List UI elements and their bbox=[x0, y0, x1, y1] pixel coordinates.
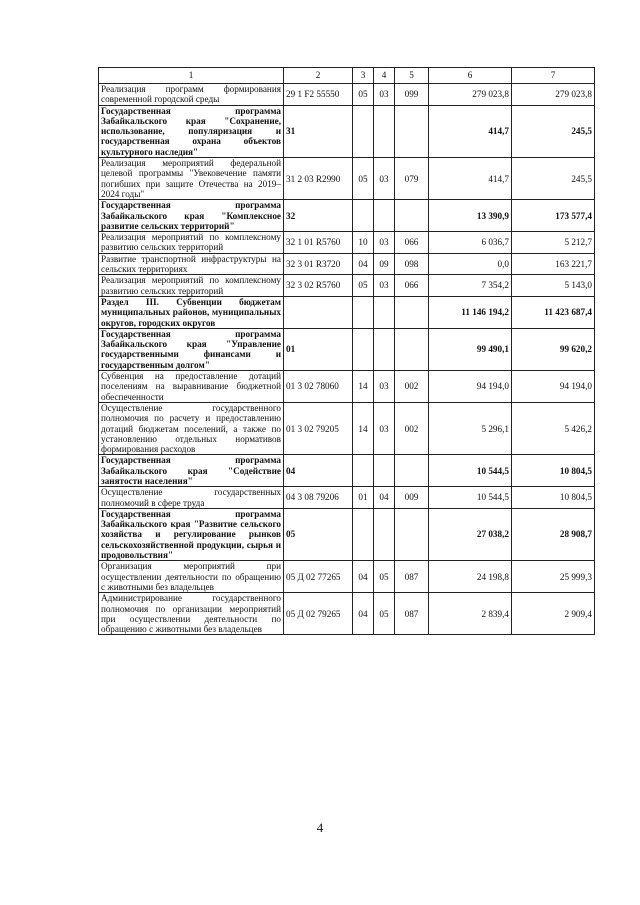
subsection-code-cell: 04 bbox=[374, 487, 395, 509]
section-code-cell: 04 bbox=[353, 561, 374, 593]
amount-col7-cell: 10 804,5 bbox=[512, 455, 595, 487]
column-header: 1 bbox=[99, 68, 284, 84]
target-code-cell: 01 3 02 79205 bbox=[284, 402, 353, 454]
section-code-cell: 01 bbox=[353, 487, 374, 509]
budget-table bbox=[98, 67, 595, 635]
target-code-cell bbox=[284, 296, 353, 328]
column-header: 6 bbox=[429, 68, 512, 84]
column-header: 2 bbox=[284, 68, 353, 84]
table-row bbox=[99, 105, 595, 157]
row-name-cell: Раздел III. Субвенции бюджетам муниципальных районов, муниципальных округов, городских округов bbox=[99, 296, 284, 328]
expense-type-cell: 009 bbox=[395, 487, 429, 509]
subsection-code-cell: 05 bbox=[374, 561, 395, 593]
subsection-code-cell bbox=[374, 455, 395, 487]
expense-type-cell bbox=[395, 296, 429, 328]
section-code-cell: 05 bbox=[353, 158, 374, 200]
amount-col7-cell: 5 212,7 bbox=[512, 232, 595, 254]
target-code-cell: 31 2 03 R2990 bbox=[284, 158, 353, 200]
amount-col6-cell: 99 490,1 bbox=[429, 328, 512, 370]
section-code-cell bbox=[353, 200, 374, 232]
amount-col6-cell: 6 036,7 bbox=[429, 232, 512, 254]
amount-col7-cell: 173 577,4 bbox=[512, 200, 595, 232]
subsection-code-cell bbox=[374, 508, 395, 560]
expense-type-cell bbox=[395, 200, 429, 232]
subsection-code-cell: 03 bbox=[374, 84, 395, 106]
column-header: 3 bbox=[353, 68, 374, 84]
row-name-cell: Государственная программа Забайкальского края "Управление государственными финансами и государственным долгом" bbox=[99, 328, 284, 370]
target-code-cell: 04 bbox=[284, 455, 353, 487]
section-code-cell bbox=[353, 328, 374, 370]
expense-type-cell: 098 bbox=[395, 253, 429, 275]
section-code-cell: 04 bbox=[353, 593, 374, 635]
column-header: 4 bbox=[374, 68, 395, 84]
row-name-cell: Реализация мероприятий федеральной целевой программы "Увековечение памяти погибших при защите Отечества на 2019–2024 годы" bbox=[99, 158, 284, 200]
target-code-cell: 05 Д 02 77265 bbox=[284, 561, 353, 593]
section-code-cell bbox=[353, 296, 374, 328]
amount-col7-cell: 25 999,3 bbox=[512, 561, 595, 593]
amount-col6-cell: 11 146 194,2 bbox=[429, 296, 512, 328]
section-code-cell: 10 bbox=[353, 232, 374, 254]
section-code-cell bbox=[353, 508, 374, 560]
row-name-cell: Реализация мероприятий по комплексному развитию сельских территорий bbox=[99, 275, 284, 297]
target-code-cell: 05 bbox=[284, 508, 353, 560]
row-name-cell: Государственная программа Забайкальского края "Сохранение, использование, популяризация и государственная охрана объектов культурного наследия" bbox=[99, 105, 284, 157]
expense-type-cell: 087 bbox=[395, 593, 429, 635]
section-code-cell: 14 bbox=[353, 371, 374, 403]
amount-col7-cell: 245,5 bbox=[512, 105, 595, 157]
page-number: 4 bbox=[316, 820, 324, 835]
target-code-cell: 29 1 F2 55550 bbox=[284, 84, 353, 106]
subsection-code-cell: 03 bbox=[374, 275, 395, 297]
amount-col6-cell: 13 390,9 bbox=[429, 200, 512, 232]
expense-type-cell: 099 bbox=[395, 84, 429, 106]
amount-col7-cell: 5 143,0 bbox=[512, 275, 595, 297]
expense-type-cell: 087 bbox=[395, 561, 429, 593]
amount-col7-cell: 94 194,0 bbox=[512, 371, 595, 403]
subsection-code-cell bbox=[374, 200, 395, 232]
subsection-code-cell bbox=[374, 328, 395, 370]
row-name-cell: Осуществление государственных полномочий в сфере труда bbox=[99, 487, 284, 509]
amount-col6-cell: 24 198,8 bbox=[429, 561, 512, 593]
subsection-code-cell: 09 bbox=[374, 253, 395, 275]
table-row bbox=[99, 455, 595, 487]
table-row bbox=[99, 232, 595, 254]
expense-type-cell: 066 bbox=[395, 232, 429, 254]
amount-col7-cell: 2 909,4 bbox=[512, 593, 595, 635]
target-code-cell: 32 3 02 R5760 bbox=[284, 275, 353, 297]
subsection-code-cell: 03 bbox=[374, 402, 395, 454]
row-name-cell: Развитие транспортной инфраструктуры на сельских территориях bbox=[99, 253, 284, 275]
table-row bbox=[99, 253, 595, 275]
subsection-code-cell bbox=[374, 296, 395, 328]
table-row bbox=[99, 593, 595, 635]
table-row bbox=[99, 371, 595, 403]
expense-type-cell bbox=[395, 105, 429, 157]
target-code-cell: 04 3 08 79206 bbox=[284, 487, 353, 509]
expense-type-cell bbox=[395, 328, 429, 370]
amount-col6-cell: 7 354,2 bbox=[429, 275, 512, 297]
amount-col7-cell: 11 423 687,4 bbox=[512, 296, 595, 328]
section-code-cell bbox=[353, 105, 374, 157]
row-name-cell: Администрирование государственного полномочия по организации мероприятий при осуществлении деятельности по обращению с животными без владельцев bbox=[99, 593, 284, 635]
table-body bbox=[99, 84, 595, 635]
row-name-cell: Реализация программ формирования современной городской среды bbox=[99, 84, 284, 106]
section-code-cell: 05 bbox=[353, 275, 374, 297]
amount-col6-cell: 5 296,1 bbox=[429, 402, 512, 454]
row-name-cell: Государственная программа Забайкальского края "Развитие сельского хозяйства и регулирование рынков сельскохозяйственной продукции, сырья и продовольствия" bbox=[99, 508, 284, 560]
row-name-cell: Субвенция на предоставление дотаций поселениям на выравнивание бюджетной обеспеченности bbox=[99, 371, 284, 403]
row-name-cell: Государственная программа Забайкальского края "Содействие занятости населения" bbox=[99, 455, 284, 487]
table-row bbox=[99, 296, 595, 328]
target-code-cell: 01 bbox=[284, 328, 353, 370]
expense-type-cell bbox=[395, 455, 429, 487]
expense-type-cell: 079 bbox=[395, 158, 429, 200]
amount-col6-cell: 414,7 bbox=[429, 105, 512, 157]
amount-col6-cell: 279 023,8 bbox=[429, 84, 512, 106]
expense-type-cell bbox=[395, 508, 429, 560]
table-row bbox=[99, 402, 595, 454]
target-code-cell: 31 bbox=[284, 105, 353, 157]
table-row bbox=[99, 84, 595, 106]
amount-col7-cell: 163 221,7 bbox=[512, 253, 595, 275]
amount-col6-cell: 414,7 bbox=[429, 158, 512, 200]
target-code-cell: 32 1 01 R5760 bbox=[284, 232, 353, 254]
section-code-cell: 04 bbox=[353, 253, 374, 275]
table-row bbox=[99, 200, 595, 232]
amount-col7-cell: 245,5 bbox=[512, 158, 595, 200]
section-code-cell: 14 bbox=[353, 402, 374, 454]
expense-type-cell: 002 bbox=[395, 402, 429, 454]
amount-col6-cell: 27 038,2 bbox=[429, 508, 512, 560]
subsection-code-cell: 03 bbox=[374, 158, 395, 200]
subsection-code-cell: 05 bbox=[374, 593, 395, 635]
amount-col7-cell: 28 908,7 bbox=[512, 508, 595, 560]
amount-col7-cell: 99 620,2 bbox=[512, 328, 595, 370]
subsection-code-cell: 03 bbox=[374, 232, 395, 254]
expense-type-cell: 002 bbox=[395, 371, 429, 403]
target-code-cell: 32 3 01 R3720 bbox=[284, 253, 353, 275]
table-row bbox=[99, 561, 595, 593]
section-code-cell: 05 bbox=[353, 84, 374, 106]
amount-col7-cell: 10 804,5 bbox=[512, 487, 595, 509]
expense-type-cell: 066 bbox=[395, 275, 429, 297]
row-name-cell: Государственная программа Забайкальского края "Комплексное развитие сельских территорий" bbox=[99, 200, 284, 232]
table-row bbox=[99, 275, 595, 297]
row-name-cell: Организация мероприятий при осуществлении деятельности по обращению с животными без владельцев bbox=[99, 561, 284, 593]
section-code-cell bbox=[353, 455, 374, 487]
amount-col6-cell: 10 544,5 bbox=[429, 455, 512, 487]
target-code-cell: 01 3 02 78060 bbox=[284, 371, 353, 403]
amount-col6-cell: 0,0 bbox=[429, 253, 512, 275]
header-row bbox=[99, 68, 595, 84]
table-row bbox=[99, 508, 595, 560]
row-name-cell: Реализация мероприятий по комплексному развитию сельских территорий bbox=[99, 232, 284, 254]
row-name-cell: Осуществление государственного полномочия по расчету и предоставлению дотаций бюджетам поселений, а также по установлению отдельных нормативов формирования расходов bbox=[99, 402, 284, 454]
subsection-code-cell bbox=[374, 105, 395, 157]
amount-col6-cell: 94 194,0 bbox=[429, 371, 512, 403]
amount-col6-cell: 2 839,4 bbox=[429, 593, 512, 635]
column-header: 5 bbox=[395, 68, 429, 84]
amount-col7-cell: 279 023,8 bbox=[512, 84, 595, 106]
table-row bbox=[99, 328, 595, 370]
target-code-cell: 05 Д 02 79265 bbox=[284, 593, 353, 635]
amount-col7-cell: 5 426,2 bbox=[512, 402, 595, 454]
table-row bbox=[99, 487, 595, 509]
target-code-cell: 32 bbox=[284, 200, 353, 232]
subsection-code-cell: 03 bbox=[374, 371, 395, 403]
table-row bbox=[99, 158, 595, 200]
column-header: 7 bbox=[512, 68, 595, 84]
amount-col6-cell: 10 544,5 bbox=[429, 487, 512, 509]
